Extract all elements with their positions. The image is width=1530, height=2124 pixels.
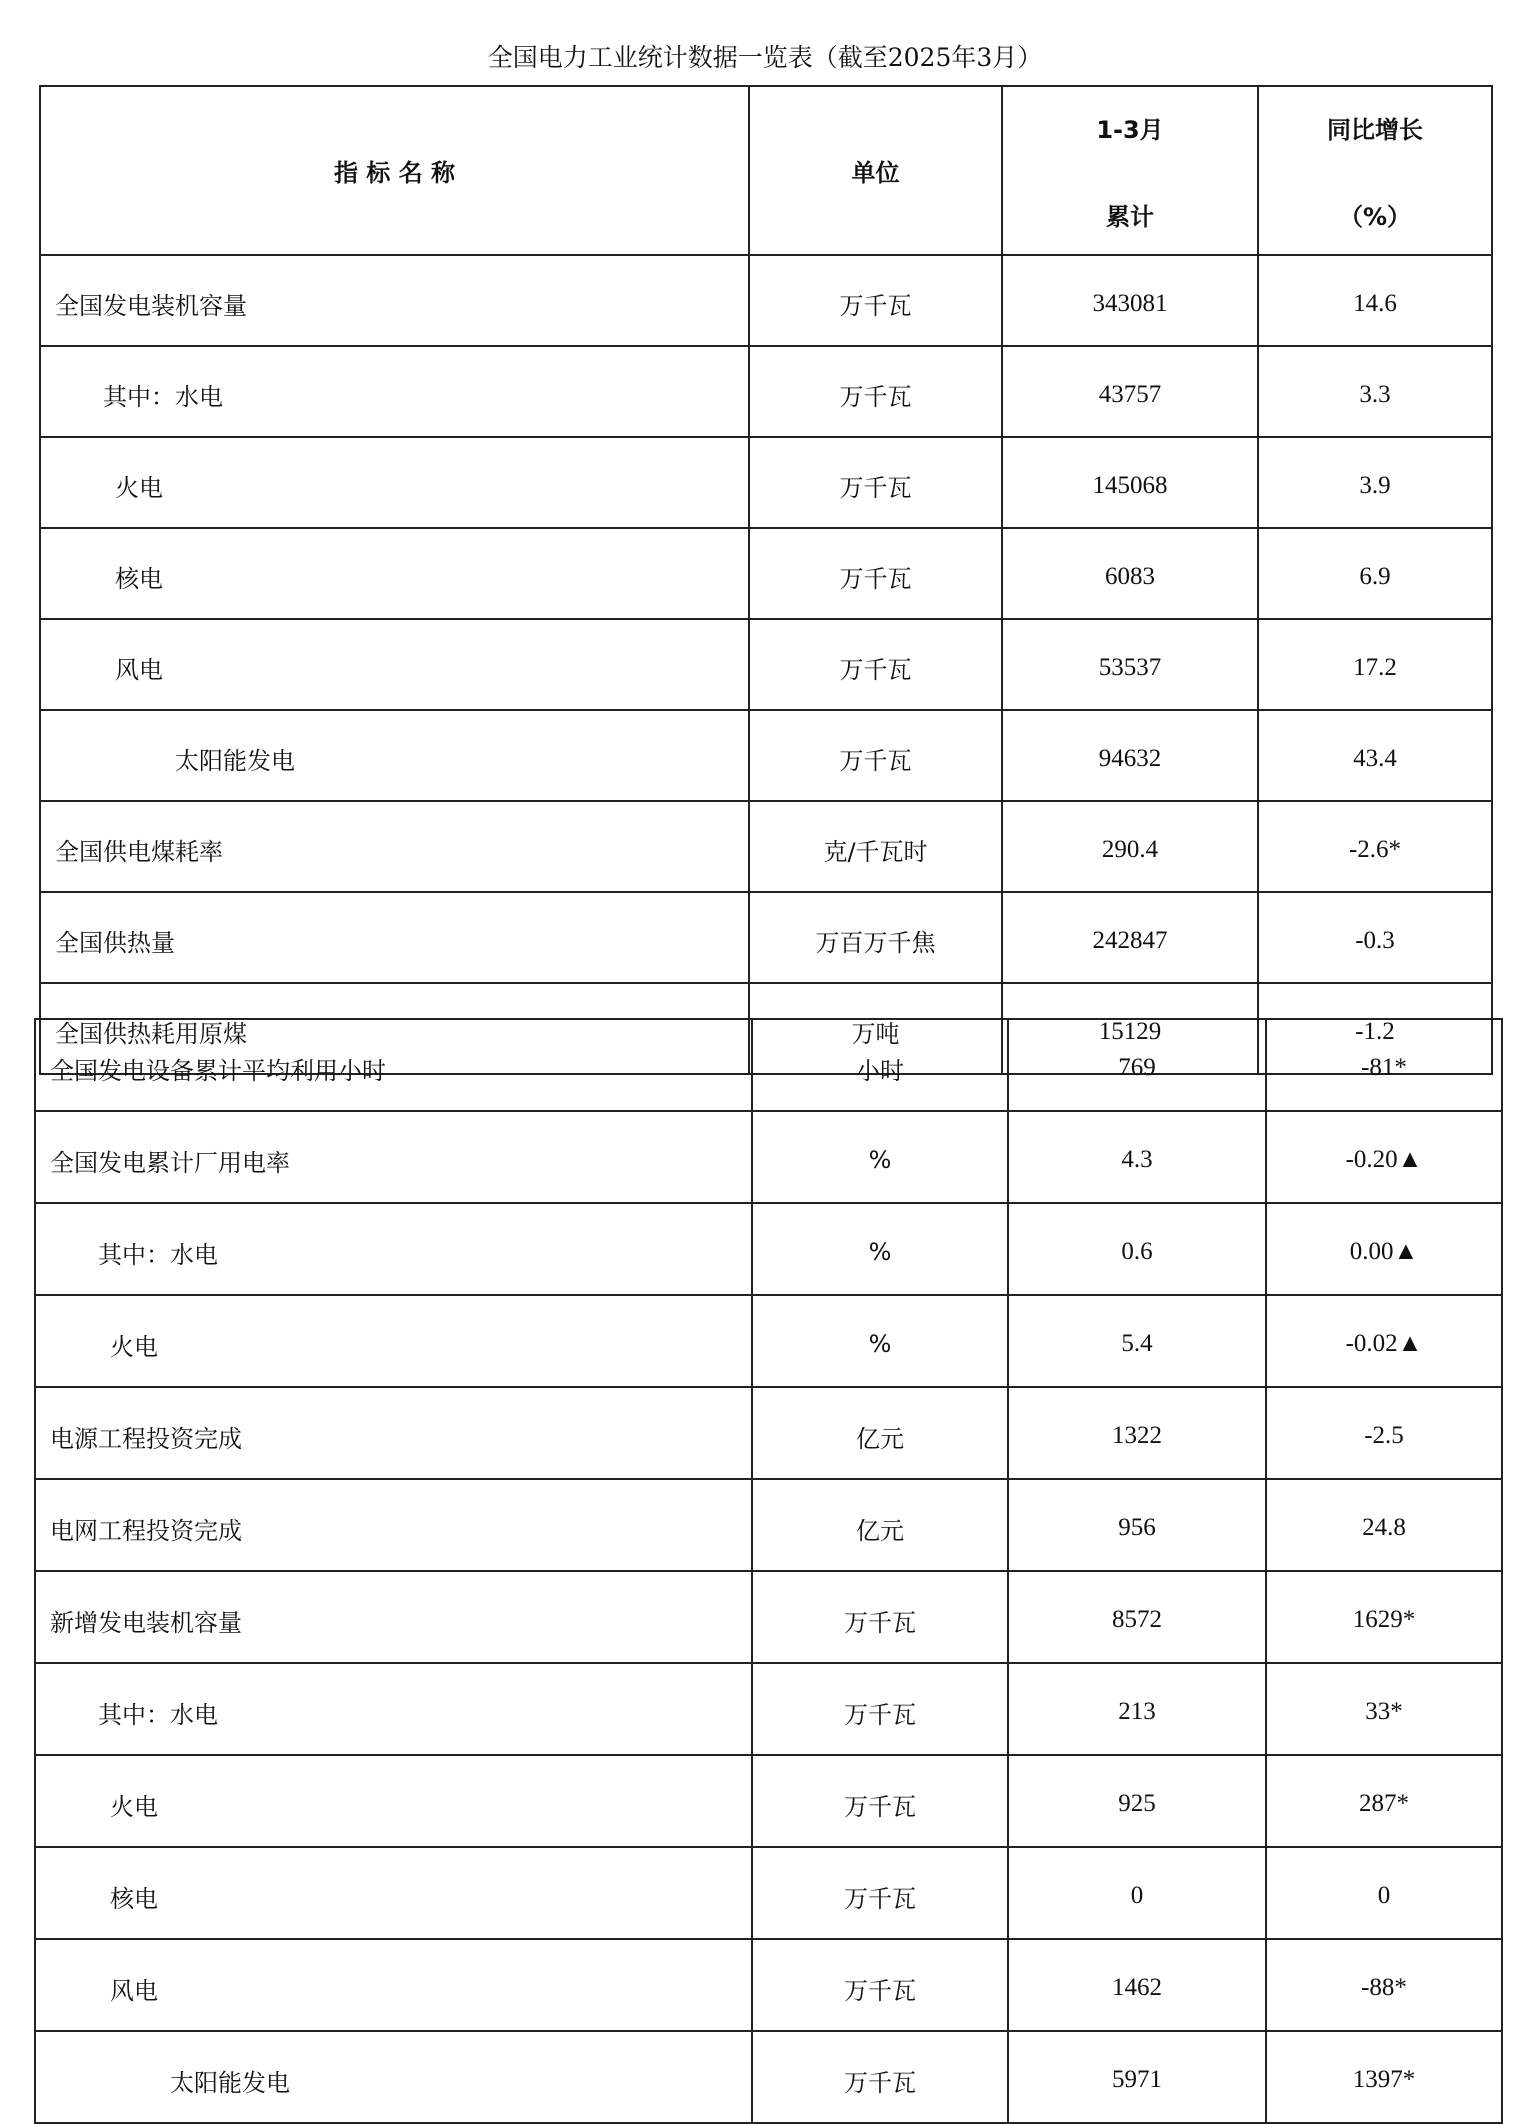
yoy-growth-cell: 1397* <box>1266 2031 1502 2123</box>
header-yoy-label: 同比增长 <box>1327 115 1423 144</box>
cumulative-value-cell: 1322 <box>1008 1387 1266 1479</box>
unit-cell: 万千瓦 <box>752 1755 1008 1847</box>
unit-cell: 亿元 <box>752 1387 1008 1479</box>
indicator-name-cell: 全国供电煤耗率 <box>40 801 749 892</box>
table-row <box>40 710 1492 801</box>
indicator-name-cell: 全国发电累计厂用电率 <box>35 1111 752 1203</box>
table-header-row <box>40 86 1492 255</box>
yoy-growth-cell: 14.6 <box>1258 255 1492 346</box>
cumulative-value-cell: 290.4 <box>1002 801 1258 892</box>
indicator-name-cell: 其中：水电 <box>40 346 749 437</box>
indicator-name-cell: 其中：水电 <box>35 1663 752 1755</box>
cumulative-value-cell: 5.4 <box>1008 1295 1266 1387</box>
unit-cell: 万千瓦 <box>752 2031 1008 2123</box>
table-row <box>35 1203 1502 1295</box>
cumulative-value-cell: 4.3 <box>1008 1111 1266 1203</box>
stats-table-part-2 <box>34 1018 1503 2124</box>
cumulative-value-cell: 1462 <box>1008 1939 1266 2031</box>
yoy-growth-cell: 0 <box>1266 1847 1502 1939</box>
indicator-name-cell: 火电 <box>35 1295 752 1387</box>
indicator-name-cell: 其中：水电 <box>35 1203 752 1295</box>
unit-cell: % <box>752 1295 1008 1387</box>
unit-cell: % <box>752 1203 1008 1295</box>
indicator-name-cell: 全国供热量 <box>40 892 749 983</box>
indicator-name-cell: 电网工程投资完成 <box>35 1479 752 1571</box>
yoy-growth-cell: -81* <box>1266 1019 1502 1111</box>
cumulative-value-cell: 6083 <box>1002 528 1258 619</box>
cumulative-value-cell: 145068 <box>1002 437 1258 528</box>
indicator-name-cell: 核电 <box>35 1847 752 1939</box>
unit-cell: 万千瓦 <box>752 1663 1008 1755</box>
yoy-growth-cell: -0.20▲ <box>1266 1111 1502 1203</box>
unit-cell: 克/千瓦时 <box>749 801 1002 892</box>
indicator-name-cell: 全国供热耗用原煤 <box>40 983 749 1074</box>
table-row <box>40 619 1492 710</box>
indicator-name-cell: 火电 <box>40 437 749 528</box>
yoy-growth-cell: 1629* <box>1266 1571 1502 1663</box>
yoy-growth-cell: 43.4 <box>1258 710 1492 801</box>
yoy-growth-cell: -2.5 <box>1266 1387 1502 1479</box>
table-row <box>35 1663 1502 1755</box>
unit-cell: 万千瓦 <box>749 346 1002 437</box>
unit-cell: 万千瓦 <box>749 710 1002 801</box>
cumulative-value-cell: 94632 <box>1002 710 1258 801</box>
cumulative-value-cell: 53537 <box>1002 619 1258 710</box>
indicator-name-cell: 太阳能发电 <box>35 2031 752 2123</box>
yoy-growth-cell: 3.9 <box>1258 437 1492 528</box>
table-row <box>35 1111 1502 1203</box>
table-row <box>35 1387 1502 1479</box>
header-cumulative-period: 1-3月 <box>1096 115 1164 144</box>
indicator-name-cell: 新增发电装机容量 <box>35 1571 752 1663</box>
unit-cell: 万千瓦 <box>749 437 1002 528</box>
table-row <box>35 1847 1502 1939</box>
table-row <box>40 528 1492 619</box>
yoy-growth-cell: 6.9 <box>1258 528 1492 619</box>
page-title: 全国电力工业统计数据一览表（截至2025年3月） <box>487 43 1043 72</box>
cumulative-value-cell: 0 <box>1008 1847 1266 1939</box>
indicator-name-cell: 电源工程投资完成 <box>35 1387 752 1479</box>
unit-cell: 万千瓦 <box>749 255 1002 346</box>
unit-cell: 万千瓦 <box>749 528 1002 619</box>
yoy-growth-cell: -0.3 <box>1258 892 1492 983</box>
table-row <box>40 892 1492 983</box>
yoy-growth-cell: -88* <box>1266 1939 1502 2031</box>
table-row <box>35 1755 1502 1847</box>
cumulative-value-cell: 769 <box>1008 1019 1266 1111</box>
stats-table-part-1 <box>39 85 1493 1075</box>
unit-cell: 万千瓦 <box>749 619 1002 710</box>
indicator-name-cell: 风电 <box>40 619 749 710</box>
unit-cell: 万千瓦 <box>752 1847 1008 1939</box>
table-row <box>40 346 1492 437</box>
cumulative-value-cell: 15129 <box>1002 983 1258 1074</box>
table-row <box>35 1939 1502 2031</box>
table-row <box>35 1571 1502 1663</box>
table-row <box>35 1295 1502 1387</box>
cumulative-value-cell: 925 <box>1008 1755 1266 1847</box>
cumulative-value-cell: 8572 <box>1008 1571 1266 1663</box>
table-row <box>35 1019 1502 1111</box>
header-unit: 单位 <box>749 86 1002 255</box>
table-row <box>35 1479 1502 1571</box>
yoy-growth-cell: 3.3 <box>1258 346 1492 437</box>
header-cumulative <box>1002 86 1258 255</box>
cumulative-value-cell: 0.6 <box>1008 1203 1266 1295</box>
table-row <box>35 2031 1502 2123</box>
table-row <box>40 801 1492 892</box>
indicator-name-cell: 风电 <box>35 1939 752 2031</box>
yoy-growth-cell: 17.2 <box>1258 619 1492 710</box>
unit-cell: 万千瓦 <box>752 1571 1008 1663</box>
cumulative-value-cell: 213 <box>1008 1663 1266 1755</box>
indicator-name-cell: 全国发电设备累计平均利用小时 <box>35 1019 752 1111</box>
header-cumulative-label: 累计 <box>1106 202 1154 231</box>
cumulative-value-cell: 43757 <box>1002 346 1258 437</box>
cumulative-value-cell: 242847 <box>1002 892 1258 983</box>
unit-cell: 小时 <box>752 1019 1008 1111</box>
yoy-growth-cell: 24.8 <box>1266 1479 1502 1571</box>
yoy-growth-cell: -2.6* <box>1258 801 1492 892</box>
indicator-name-cell: 太阳能发电 <box>40 710 749 801</box>
yoy-growth-cell: -0.02▲ <box>1266 1295 1502 1387</box>
yoy-growth-cell: 287* <box>1266 1755 1502 1847</box>
unit-cell: 亿元 <box>752 1479 1008 1571</box>
indicator-name-cell: 核电 <box>40 528 749 619</box>
unit-cell: 万千瓦 <box>752 1939 1008 2031</box>
table-row <box>40 437 1492 528</box>
header-yoy <box>1258 86 1492 255</box>
indicator-name-cell: 全国发电装机容量 <box>40 255 749 346</box>
cumulative-value-cell: 5971 <box>1008 2031 1266 2123</box>
unit-cell: % <box>752 1111 1008 1203</box>
unit-cell: 万吨 <box>749 983 1002 1074</box>
cumulative-value-cell: 343081 <box>1002 255 1258 346</box>
cumulative-value-cell: 956 <box>1008 1479 1266 1571</box>
header-yoy-unit: （%） <box>1338 202 1412 231</box>
indicator-name-cell: 火电 <box>35 1755 752 1847</box>
yoy-growth-cell: 33* <box>1266 1663 1502 1755</box>
yoy-growth-cell: 0.00▲ <box>1266 1203 1502 1295</box>
header-indicator-name: 指 标 名 称 <box>40 86 749 255</box>
yoy-growth-cell: -1.2 <box>1258 983 1492 1074</box>
unit-cell: 万百万千焦 <box>749 892 1002 983</box>
table-row <box>40 255 1492 346</box>
